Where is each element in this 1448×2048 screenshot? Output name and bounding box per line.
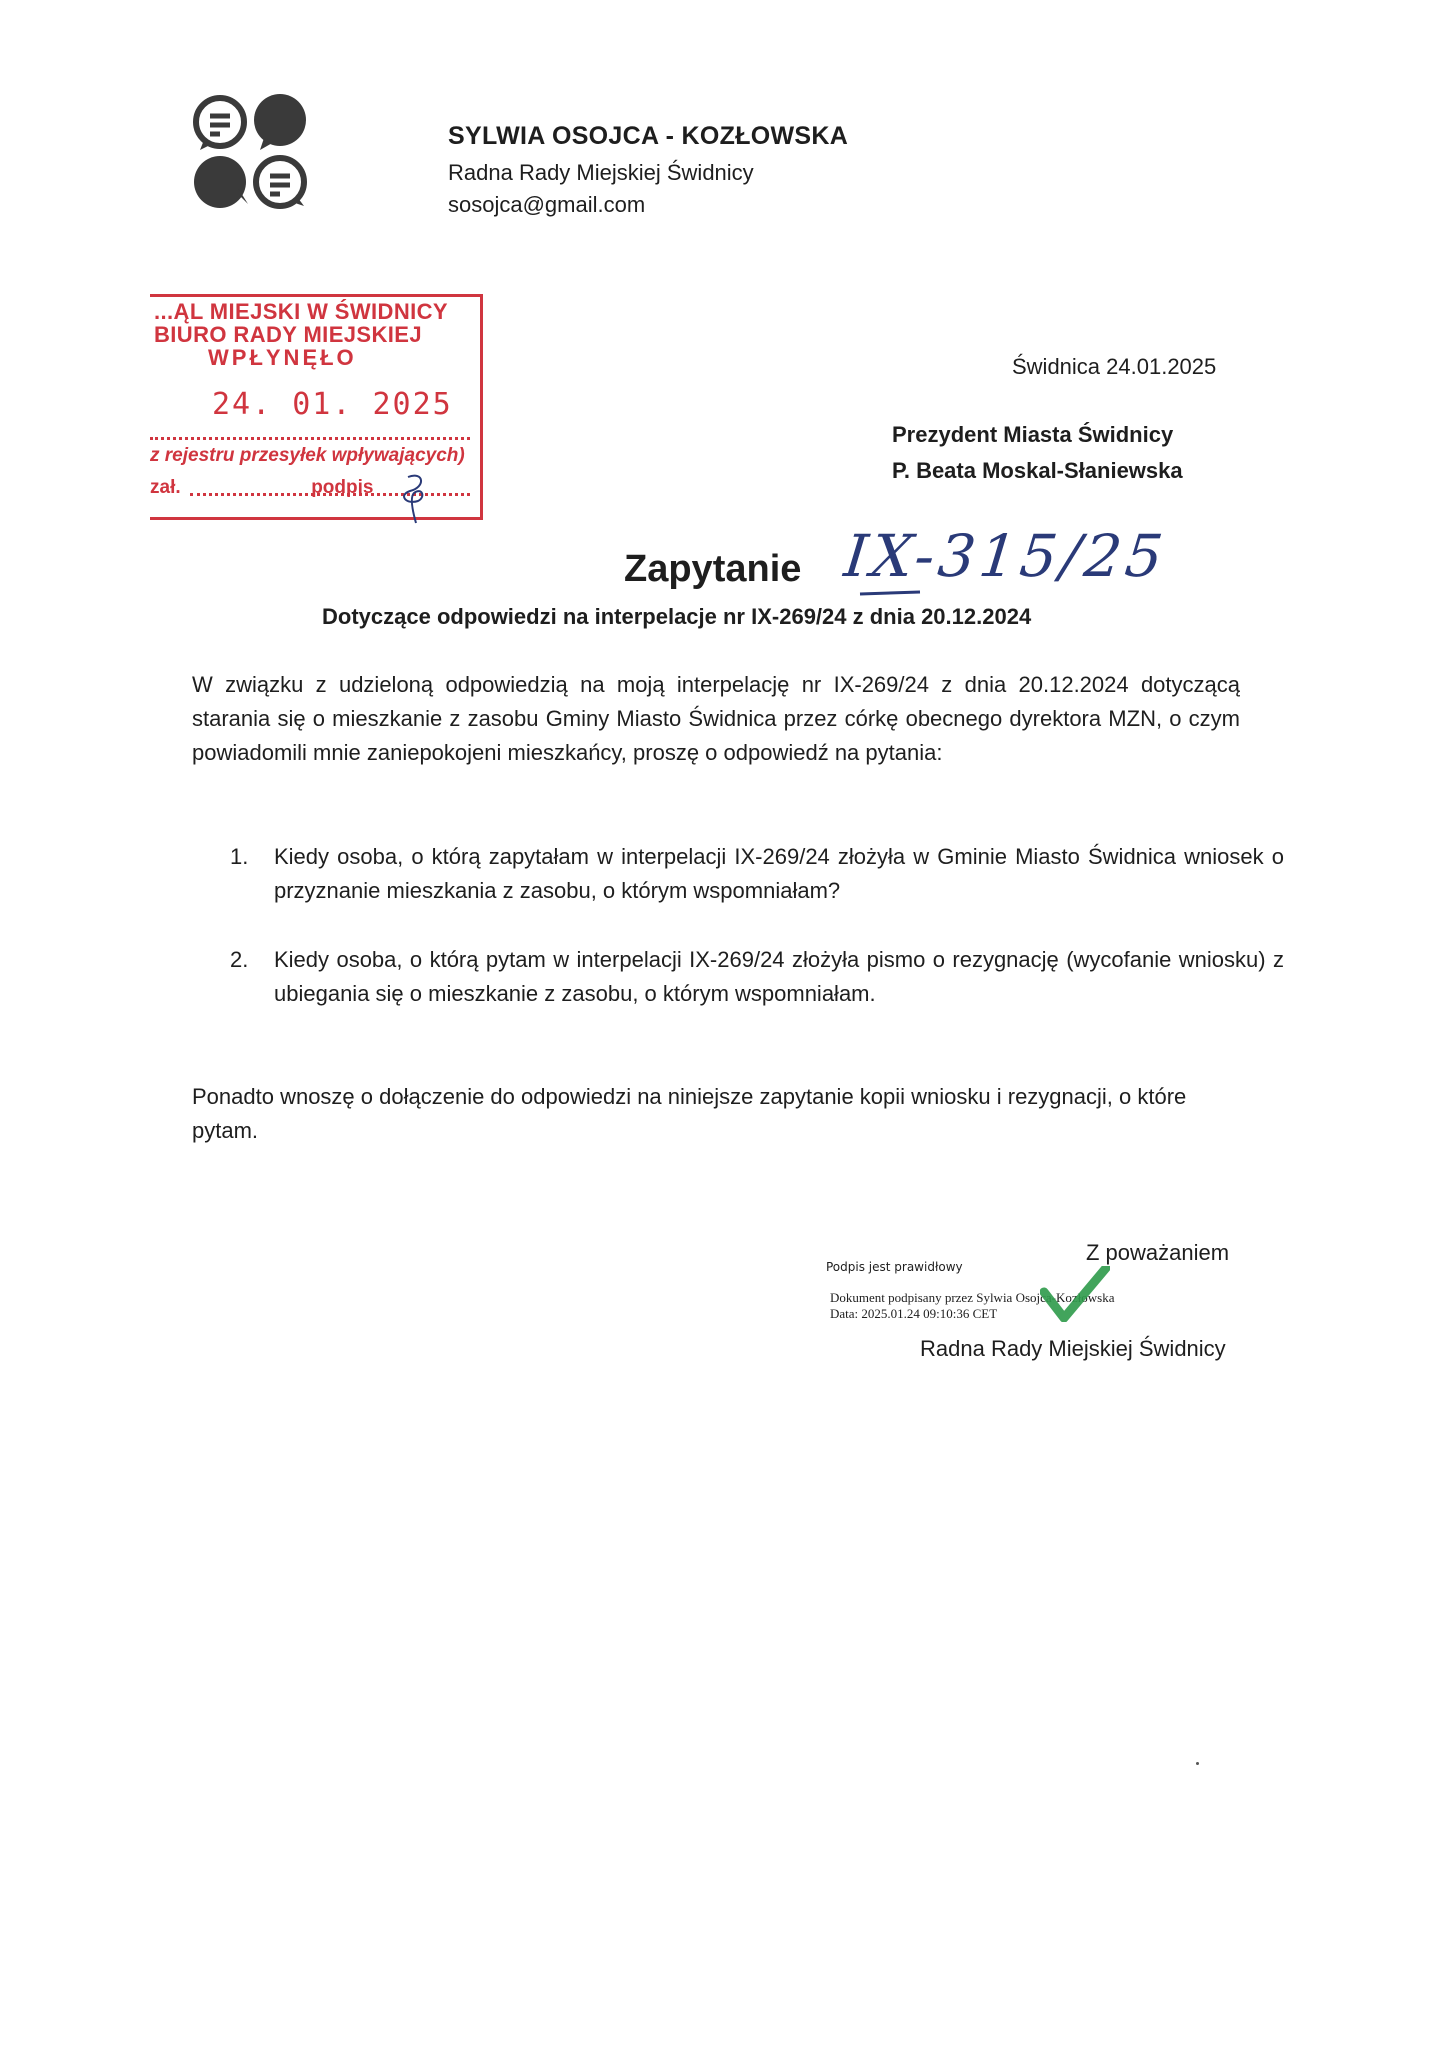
stamp-received: WPŁYNĘŁO: [208, 345, 357, 370]
handwritten-number-text: IX-315/25: [841, 522, 1170, 590]
stamp-department: BIURO RADY MIEJSKIEJ: [154, 322, 422, 347]
list-item-number: 2.: [230, 947, 249, 972]
stamp-registry: z rejestru przesyłek wpływających): [150, 445, 465, 466]
intro-paragraph: W związku z udzieloną odpowiedzią na moją interpelację nr IX-269/24 z dnia 20.12.2024 dotyczącą starania się o mieszkanie z zasobu Gminy Miasto Świdnica przez córkę obecnego dyrektora MZN, o czym powiadomili mnie zaniepokojeni mieszkańcy, proszę o odpowiedź na pytania:: [192, 672, 1240, 765]
stamp-date: 24. 01. 2025: [212, 387, 453, 422]
subtitle: Dotyczące odpowiedzi na interpelacje nr IX-269/24 z dnia 20.12.2024: [322, 604, 1032, 629]
stamp-initials-scribble-icon: [396, 469, 436, 525]
stamp-attachments-label: zał.: [150, 477, 181, 498]
list-item: [230, 840, 1284, 908]
page-title: Zapytanie: [624, 548, 802, 590]
list-item: [230, 943, 1284, 1011]
signature-date: Data: 2025.01.24 09:10:36 CET: [830, 1306, 998, 1321]
closing-regards: Z poważaniem: [1086, 1240, 1230, 1265]
list-item-text: Kiedy osoba, o którą pytam w interpelacji IX-269/24 złożyła pismo o rezygnację (wycofanie wniosku) z ubiegania się o mieszkanie z zasobu, o którym wspomniałam.: [274, 947, 1284, 1006]
list-item-text: Kiedy osoba, o którą zapytałam w interpelacji IX-269/24 złożyła w Gminie Miasto Świdnica wniosek o przyznanie mieszkania z zasobu, o którym wspomniałam?: [274, 844, 1284, 903]
request-paragraph: Ponadto wnoszę o dołączenie do odpowiedzi na niniejsze zapytanie kopii wniosku i rezygnacji, o które pytam.: [192, 1084, 1187, 1143]
sender-role: Radna Rady Miejskiej Świdnicy: [448, 160, 754, 185]
list-item-number: 1.: [230, 844, 249, 869]
stamp-dotted-line: [150, 437, 470, 440]
signature-check-icon: [1040, 1266, 1110, 1322]
stamp-signature-label: podpis: [311, 477, 374, 498]
received-stamp: [150, 294, 483, 520]
questions-list: [230, 840, 1284, 1020]
place-date: Świdnica 24.01.2025: [1012, 354, 1217, 379]
speech-bubbles-logo-icon: [190, 92, 314, 212]
recipient-name: P. Beata Moskal-Słaniewska: [892, 458, 1183, 483]
sender-name: SYLWIA OSOJCA - KOZŁOWSKA: [448, 122, 849, 150]
stamp-office: ...ĄL MIEJSKI W ŚWIDNICY: [154, 299, 448, 324]
recipient-title: Prezydent Miasta Świdnicy: [892, 422, 1174, 447]
sender-email: sosojca@gmail.com: [448, 192, 646, 217]
scan-dot: [1196, 1762, 1199, 1765]
signature-valid-label: Podpis jest prawidłowy: [826, 1260, 963, 1274]
signature-signed-by: Dokument podpisany przez Sylwia Osojca-Kozłowska: [830, 1290, 1115, 1305]
handwritten-registration-number: [840, 506, 1200, 602]
signature-role: Radna Rady Miejskiej Świdnicy: [920, 1336, 1226, 1361]
